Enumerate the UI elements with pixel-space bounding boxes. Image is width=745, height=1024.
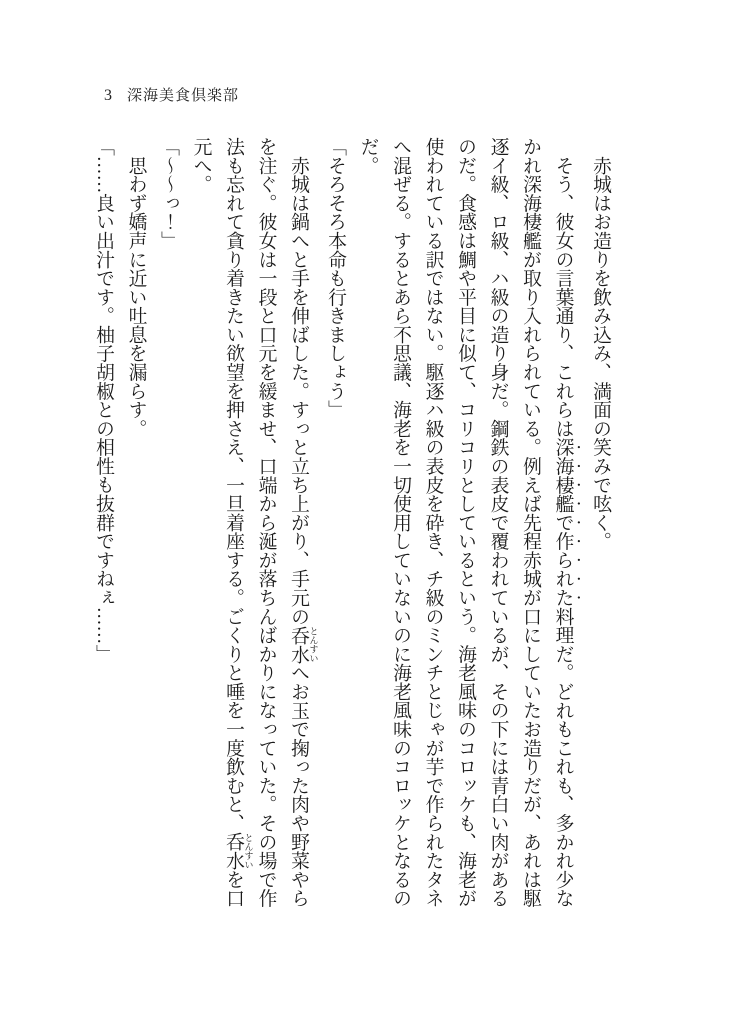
body-text: [87, 137, 617, 908]
text-run: 「〜〜っ！」: [158, 137, 179, 250]
text-run: そう、彼女の言葉通り、これらは: [552, 137, 574, 438]
paragraph: [152, 137, 185, 908]
text-run: 料理だ。どれもこれも、多かれ少なかれ深海棲艦が取り入れられている。例えば先程赤城が口にしていたお造りだが、あれは駆逐イ級、ロ級、ハ級の造り身だ。鋼鉄の表皮で覆われているが、その下には青白い肉があるのだ。食感は鯛や平目に似て、コリコリとしているという。海老風味のコロッケも、海老が使われている訳ではない。駆逐ハ級の表皮を砕き、チ級のミンチとじゃが芋で作られたタネへ混ぜる。するとあら不思議、海老を一切使用していないのに海老風味のコロッケとなるのだ。: [357, 137, 574, 908]
paragraph: [184, 137, 319, 908]
text-run: 「そろそろ本命も行きましょう」: [325, 137, 346, 419]
running-title: 深海美食倶楽部: [127, 88, 240, 104]
emphasized-text: 深海棲艦で作られた: [552, 437, 574, 607]
text-run: へお玉で掬った肉や野菜やらを注ぐ。彼女は一段と口元を緩ませ、口端から涎が落ちんばかりになっていた。その場で作法も忘れて貪り着きたい欲望を押さえ、一旦着座する。ごくりと唾を一度飲むと、: [223, 137, 309, 908]
text-run: 赤城は鍋へと手を伸ばした。すっと立ち上がり、手元の: [288, 137, 309, 626]
ruby-annotated-word: 呑水 とんすい: [288, 625, 319, 664]
text-run: 赤城はお造りを飲み込み、満面の笑みで呟く。: [590, 137, 611, 551]
paragraph: [319, 137, 352, 908]
text-run: 「……良い出汁です。柚子胡椒との相性も抜群ですねぇ……」: [93, 137, 114, 664]
page-number: 3: [104, 87, 112, 104]
running-header: [104, 84, 239, 105]
paragraph: [87, 137, 120, 908]
text-run: 思わず嬌声に近い吐息を漏らす。: [125, 137, 147, 438]
paragraph: [584, 137, 617, 908]
paragraph: [351, 137, 584, 908]
text-run: を口元へ。: [190, 137, 244, 908]
paragraph: [119, 137, 152, 908]
ruby-annotated-word: 呑水 とんすい: [223, 832, 254, 870]
